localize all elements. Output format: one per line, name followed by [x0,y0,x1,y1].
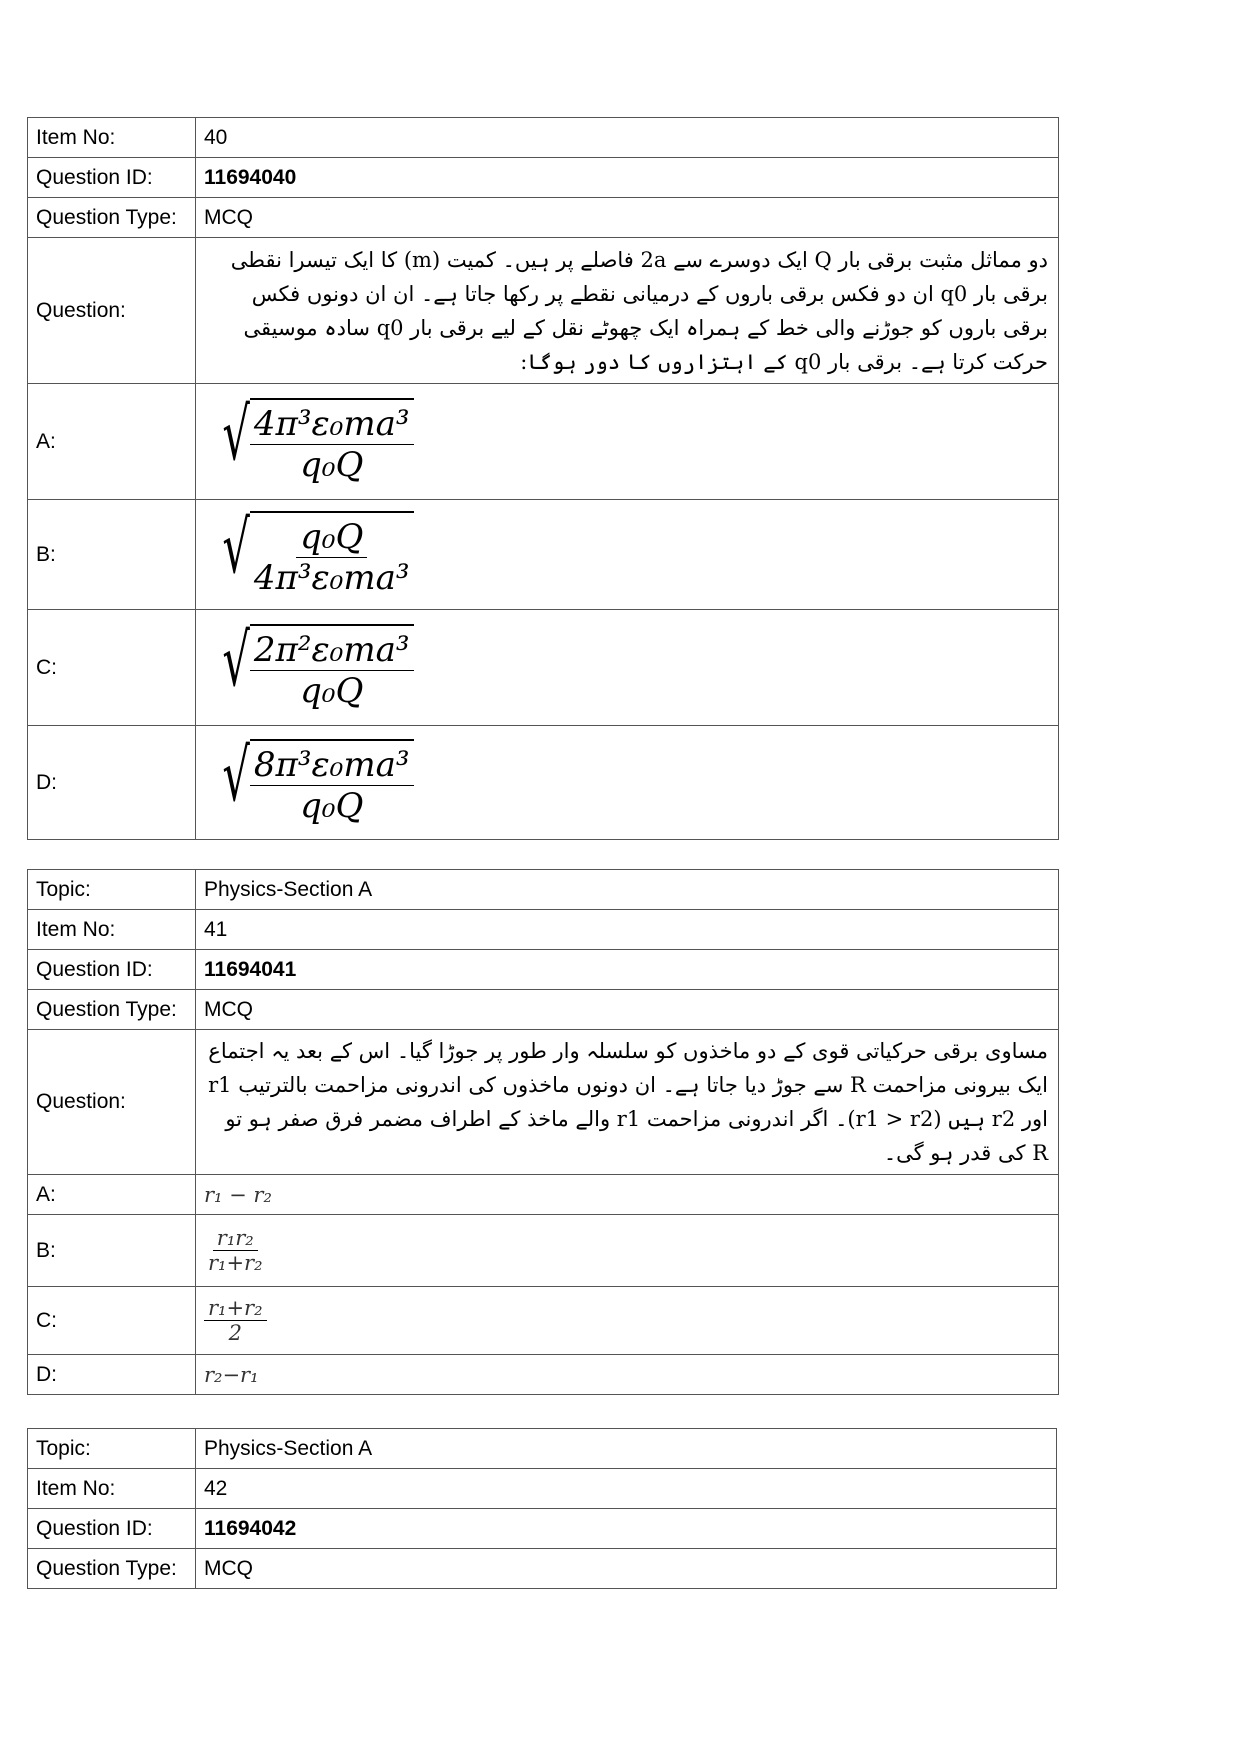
option-label: C: [28,1287,196,1355]
question-text: دو مماثل مثبت برقی بار Q ایک دوسرے سے 2a فاصلے پر ہیں۔ کمیت (m) کا ایک تیسرا نقطی برقی بار q0 ان دو فکس برقی باروں کے درمیانی نقطے پر رکھا جاتا ہے۔ ان ان دونوں فکس برقی باروں کو جوڑنے والی خط کے ہمراہ ایک چھوٹے نقل کے لیے برقی بار q0 سادہ موسیقی حرکت کرتا ہے۔ برقی بار q0 کے اہتزاروں کا دور ہوگا: [196,238,1059,384]
formula-denominator: r₁+r₂ [208,1251,263,1275]
question-text: مساوی برقی حرکیاتی قوی کے دو ماخذوں کو سلسلہ وار طور پر جوڑا گیا۔ اس کے بعد یہ اجتماع ایک بیرونی مزاحمت R سے جوڑ دیا جاتا ہے۔ ان دونوں ماخذوں کی اندرونی مزاحمت بالترتیب r1 اور r2 ہیں (r1 > r2)۔ اگر اندرونی مزاحمت r1 والے ماخذ کے اطراف مضمر فرق صفر ہو تو R کی قدر ہو گی۔ [196,1030,1059,1175]
question-40-table [27,117,1059,840]
option-label: D: [28,1355,196,1395]
option-row-b [28,1215,1059,1287]
item-row [28,118,1059,158]
option-formula: r₂−r₁ [196,1355,1059,1395]
option-label: B: [28,1215,196,1287]
item-value: 41 [196,910,1059,950]
formula-denominator: q₀Q [300,786,364,826]
type-value: MCQ [196,990,1059,1030]
formula-denominator: q₀Q [300,671,364,711]
type-label: Question Type: [28,990,196,1030]
option-row-a [28,384,1059,500]
formula-numerator: 2π²ε₀ma³ [250,630,414,671]
option-label: D: [28,726,196,840]
formula-numerator: r₁r₂ [213,1226,258,1251]
formula-denominator: q₀Q [300,445,364,485]
option-row-d [28,1355,1059,1395]
option-label: A: [28,384,196,500]
formula-numerator: 4π³ε₀ma³ [250,404,414,445]
qid-row [28,1509,1057,1549]
option-row-a [28,1175,1059,1215]
option-formula [196,1287,1059,1355]
type-label: Question Type: [28,1549,196,1589]
formula-numerator: q₀Q [296,517,367,558]
topic-row [28,1429,1057,1469]
formula-denominator: 4π³ε₀ma³ [253,558,410,598]
sqrt-formula: √ $\frac{\text{8π³ε₀ma³}}{\text{q₀Q}}$ [204,739,414,826]
item-value: 42 [196,1469,1057,1509]
qid-row [28,158,1059,198]
option-row-c [28,1287,1059,1355]
qid-label: Question ID: [28,1509,196,1549]
type-value: MCQ [196,1549,1057,1589]
qid-label: Question ID: [28,950,196,990]
formula-numerator: r₁+r₂ [204,1296,267,1321]
qid-value: 11694040 [196,158,1059,198]
question-42-table [27,1428,1057,1589]
item-label: Item No: [28,118,196,158]
qid-value: 11694042 [196,1509,1057,1549]
option-formula [196,384,1059,500]
question-label: Question: [28,238,196,384]
question-label: Question: [28,1030,196,1175]
item-value: 40 [196,118,1059,158]
option-label: B: [28,500,196,610]
item-row [28,1469,1057,1509]
type-label: Question Type: [28,198,196,238]
option-formula [196,726,1059,840]
type-row [28,198,1059,238]
topic-label: Topic: [28,1429,196,1469]
sqrt-formula: √ $\frac{\text{q₀Q}}{\text{4π³ε₀ma³}}$ [204,511,414,598]
item-label: Item No: [28,1469,196,1509]
option-row-d [28,726,1059,840]
option-formula [196,1215,1059,1287]
option-row-b [28,500,1059,610]
type-value: MCQ [196,198,1059,238]
type-row [28,990,1059,1030]
topic-value: Physics-Section A [196,1429,1057,1469]
item-row [28,910,1059,950]
sqrt-formula: √ $\frac{\text{2π²ε₀ma³}}{\text{q₀Q}}$ [204,624,414,711]
question-row [28,1030,1059,1175]
option-row-c [28,610,1059,726]
topic-label: Topic: [28,870,196,910]
qid-value: 11694041 [196,950,1059,990]
option-formula [196,610,1059,726]
question-row [28,238,1059,384]
qid-label: Question ID: [28,158,196,198]
formula-denominator: 2 [228,1321,242,1345]
topic-value: Physics-Section A [196,870,1059,910]
topic-row [28,870,1059,910]
formula-numerator: 8π³ε₀ma³ [250,745,414,786]
question-41-table [27,869,1059,1395]
option-formula: r₁ − r₂ [196,1175,1059,1215]
sqrt-formula: √ $\frac{\text{4π³ε₀ma³}}{\text{q₀Q}}$ [204,398,414,485]
option-formula [196,500,1059,610]
item-label: Item No: [28,910,196,950]
type-row [28,1549,1057,1589]
qid-row [28,950,1059,990]
option-label: A: [28,1175,196,1215]
option-label: C: [28,610,196,726]
